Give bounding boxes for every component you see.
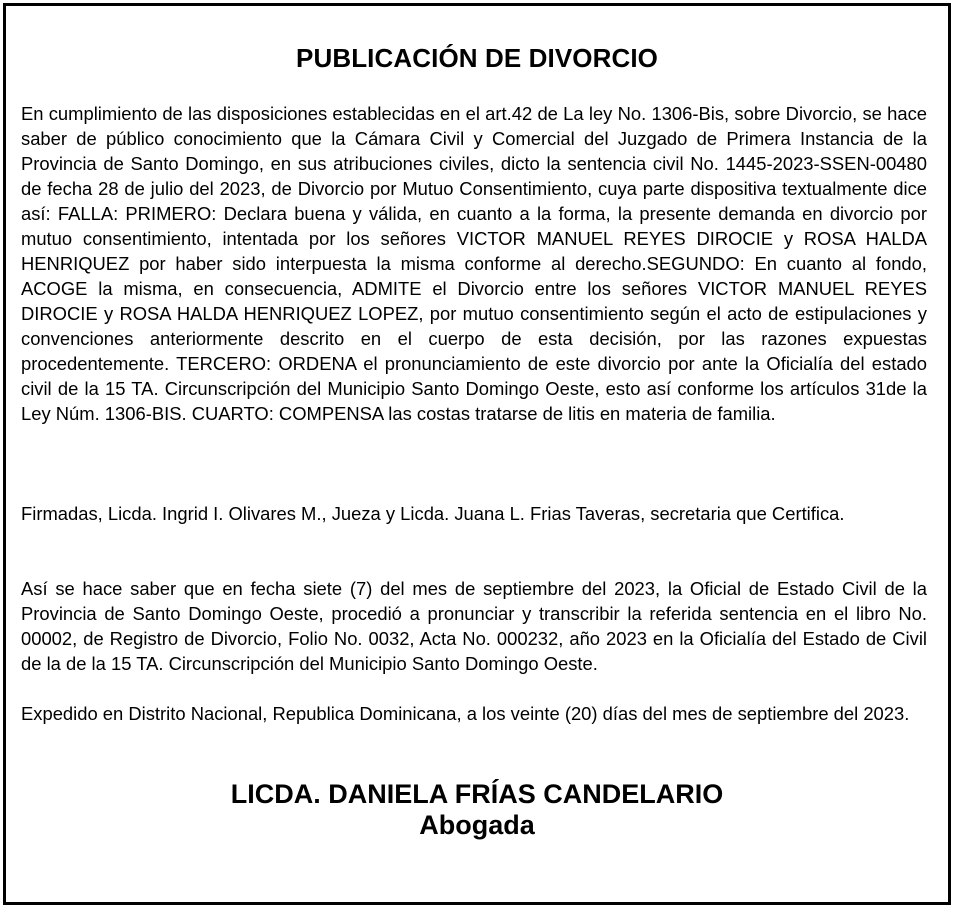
issued-paragraph: Expedido en Distrito Nacional, Republica Dominicana, a los veinte (20) días del mes de septiembre del 2023. bbox=[21, 703, 910, 724]
signatories-paragraph: Firmadas, Licda. Ingrid I. Olivares M., Jueza y Licda. Juana L. Frias Taveras, secretaria que Certifica. bbox=[21, 503, 845, 524]
notice-title: PUBLICACIÓN DE DIVORCIO bbox=[296, 43, 658, 73]
registration-paragraph: Así se hace saber que en fecha siete (7) del mes de septiembre del 2023, la Oficial de Estado Civil de la Provincia de Santo Domingo Oeste, procedió a pronunciar y transcribir la referida sentencia en el libro No. 00002, de Registro de Divorcio, Folio No. 0032, Acta No. 000232, año 2023 en la Oficialía del Estado de Civil de la de la 15 TA. Circunscripción del Municipio Santo Domingo Oeste. bbox=[21, 578, 927, 674]
signature-role: Abogada bbox=[419, 810, 535, 840]
ruling-paragraph: En cumplimiento de las disposiciones establecidas en el art.42 de La ley No. 1306-Bis, sobre Divorcio, se hace saber de público conocimiento que la Cámara Civil y Comercial del Juzgado de Primera Instancia de la Provincia de Santo Domingo, en sus atribuciones civiles, dicto la sentencia civil No. 1445-2023-SSEN-00480 de fecha 28 de julio del 2023, de Divorcio por Mutuo Consentimiento, cuya parte dispositiva textualmente dice así: FALLA: PRIMERO: Declara buena y válida, en cuanto a la forma, la presente demanda en divorcio por mutuo consentimiento, intentada por los señores VICTOR MANUEL REYES DIROCIE y ROSA HALDA HENRIQUEZ por haber sido interpuesta la misma conforme al derecho.SEGUNDO: En cuanto al fondo, ACOGE la misma, en consecuencia, ADMITE el Divorcio entre los señores VICTOR MANUEL REYES DIROCIE y ROSA HALDA HENRIQUEZ LOPEZ, por mutuo consentimiento según el acto de estipulaciones y convenciones anteriormente descrito en el cuerpo de esta decisión, por las razones expuestas procedentemente. TERCERO: ORDENA el pronunciamiento de este divorcio por ante la Oficialía del estado civil de la 15 TA. Circunscripción del Municipio Santo Domingo Oeste, esto así conforme los artículos 31de la Ley Núm. 1306-BIS. CUARTO: COMPENSA las costas tratarse de litis en materia de familia. bbox=[21, 103, 927, 424]
signature-name: LICDA. DANIELA FRÍAS CANDELARIO bbox=[230, 779, 724, 809]
